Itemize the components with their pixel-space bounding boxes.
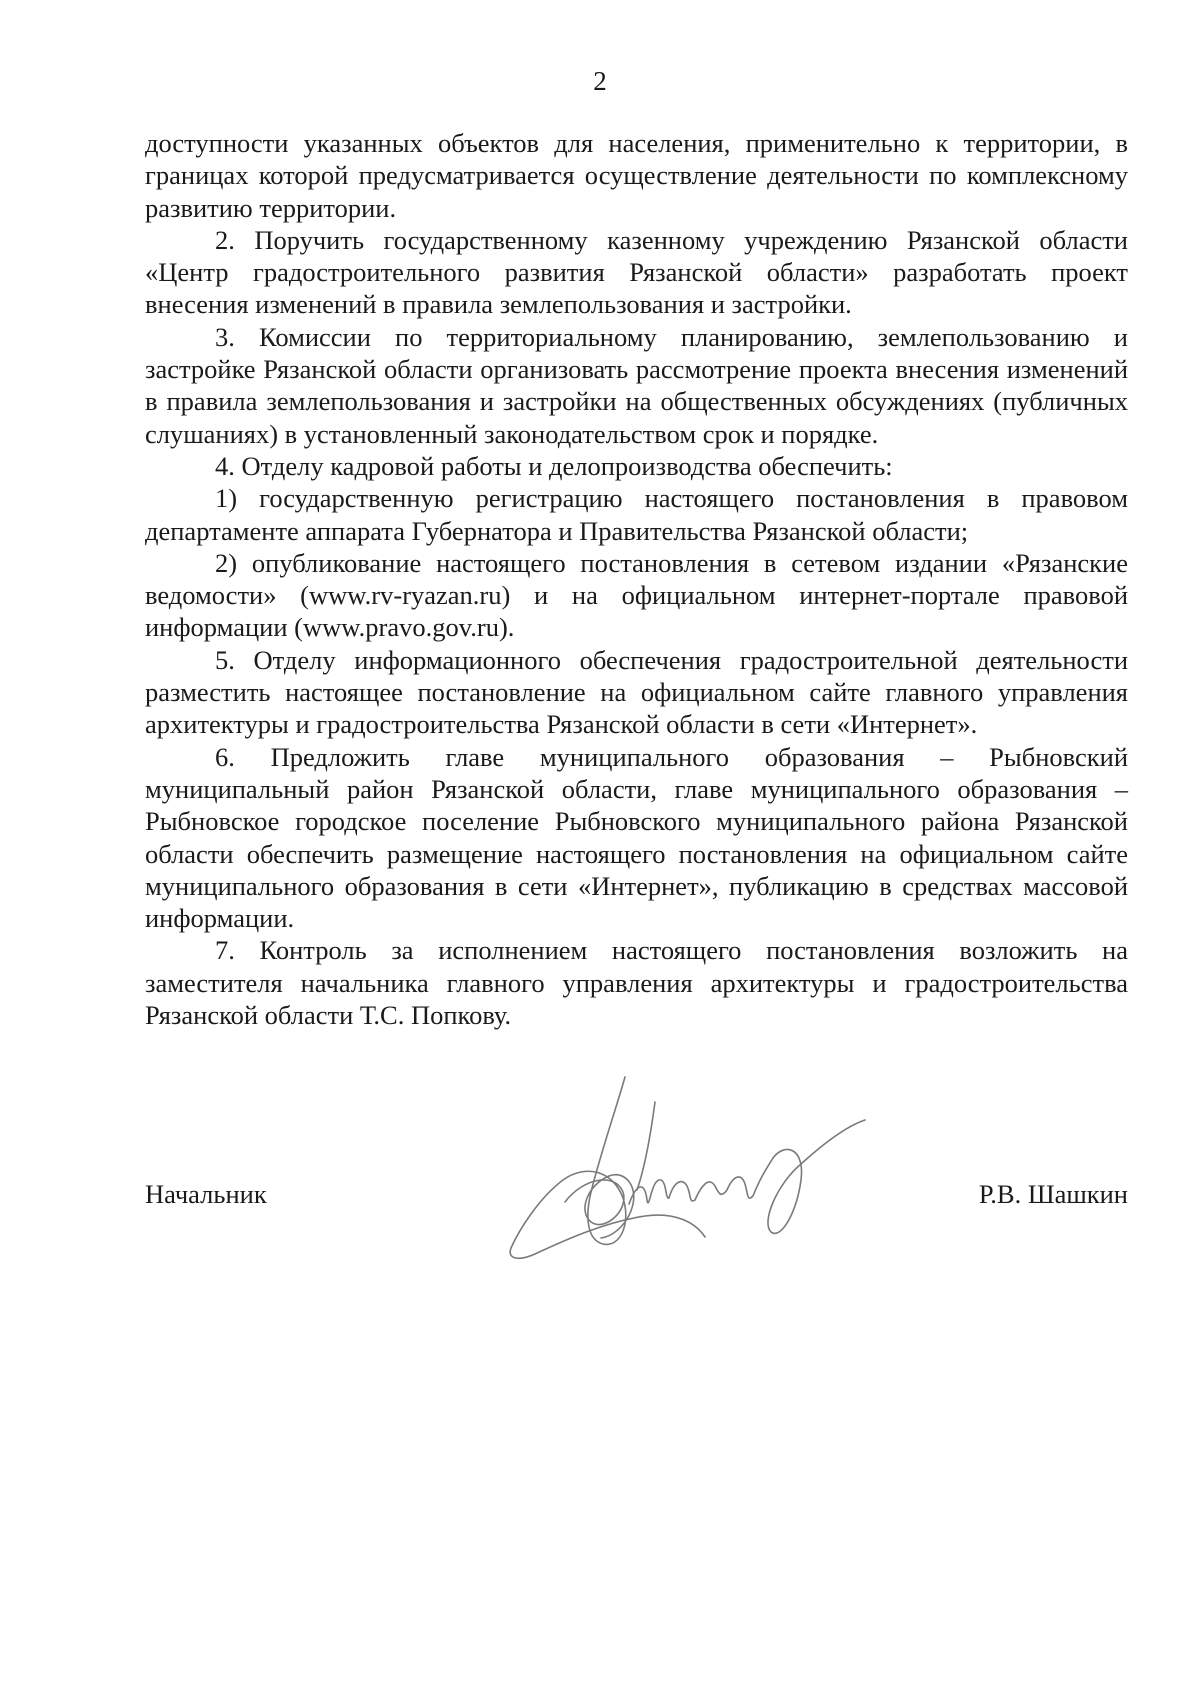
paragraph-item-6: 6. Предложить главе муниципального образования – Рыбновский муниципальный район Рязанской области, главе муниципального образования – Рыбновское городское поселение Рыбновского муниципального района Рязанской области обеспечить размещение настоящего постановления на официальном сайте муниципального образования в сети «Интернет», публикацию в средствах массовой информации. [145, 741, 1128, 934]
page-number: 2 [593, 66, 607, 96]
handwritten-signature [505, 1072, 905, 1272]
paragraph-item-4: 4. Отделу кадровой работы и делопроизводства обеспечить: [215, 450, 893, 481]
document-body [145, 127, 1128, 1031]
signer-name: Р.В. Шашкин [978, 1179, 1128, 1209]
paragraph-continuation: доступности указанных объектов для населения, применительно к территории, в границах которой предусматривается осуществление деятельности по комплексному развитию территории. [145, 128, 1128, 223]
paragraph-subitem-4-1: 1) государственную регистрацию настоящего постановления в правовом департаменте аппарата Губернатора и Правительства Рязанской области; [145, 483, 1128, 546]
paragraph-item-3: 3. Комиссии по территориальному планированию, землепользованию и застройке Рязанской области организовать рассмотрение проекта внесения изменений в правила землепользования и застройки на общественных обсуждениях (публичных слушаниях) в установленный законодательством срок и порядке. [145, 321, 1128, 449]
paragraph-item-7: 7. Контроль за исполнением настоящего постановления возложить на заместителя начальника главного управления архитектуры и градостроительства Рязанской области Т.С. Попкову. [145, 935, 1128, 1031]
paragraph-subitem-4-2: 2) опубликование настоящего постановления в сетевом издании «Рязанские ведомости» (www.rv-ryazan.ru) и на официальном интернет-портале правовой информации (www.pravo.gov.ru). [145, 547, 1128, 643]
paragraph-item-2: 2. Поручить государственному казенному учреждению Рязанской области «Центр градостроительного развития Рязанской области» разработать проект внесения изменений в правила землепользования и застройки. [145, 224, 1128, 320]
paragraph-item-5: 5. Отделу информационного обеспечения градостроительной деятельности разместить настоящее постановление на официальном сайте главного управления архитектуры и градостроительства Рязанской области в сети «Интернет». [145, 644, 1128, 740]
signer-position: Начальник [145, 1179, 267, 1209]
signature-block [145, 1178, 1128, 1218]
